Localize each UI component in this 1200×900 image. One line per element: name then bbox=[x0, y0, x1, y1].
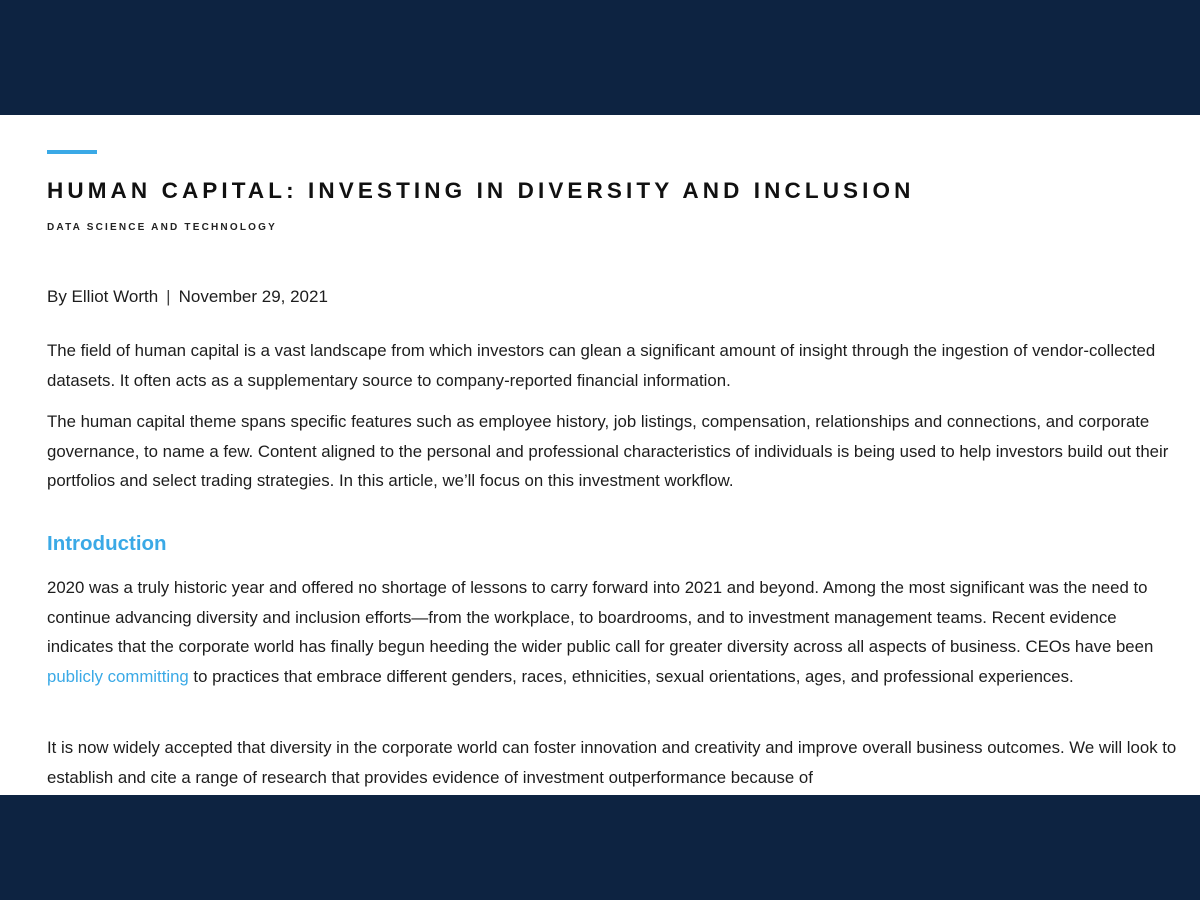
title-accent-bar bbox=[47, 150, 97, 154]
intro-paragraph-2: The human capital theme spans specific features such as employee history, job listings, compensation, relationships and connections, and corporate governance, to name a few. Content aligned to the personal and professional characteristics of individuals is being used to help investors build out their portfolios and select trading strategies. In this article, we’ll focus on this investment workflow. bbox=[47, 412, 1169, 491]
top-banner bbox=[0, 0, 1200, 115]
byline-author: By Elliot Worth bbox=[47, 287, 159, 306]
article-category: DATA SCIENCE AND TECHNOLOGY bbox=[47, 222, 277, 233]
section-heading-introduction: Introduction bbox=[47, 532, 167, 555]
bottom-banner bbox=[0, 795, 1200, 900]
introduction-text-before-link: 2020 was a truly historic year and offered no shortage of lessons to carry forward into 2021 and beyond. Among the most significant was the need to continue advancing diversity and inclusion efforts—from the workplace, to boardrooms, and to investment management teams. Recent evidence indicates that the corporate world has finally begun heeding the wider public call for greater diversity across all aspects of business. CEOs have been bbox=[47, 578, 1154, 657]
publicly-committing-link[interactable]: publicly committing bbox=[47, 666, 189, 686]
article-title: HUMAN CAPITAL: INVESTING IN DIVERSITY AND INCLUSION bbox=[47, 178, 915, 203]
byline-separator: | bbox=[166, 287, 171, 306]
byline bbox=[47, 286, 328, 308]
intro-paragraph-1: The field of human capital is a vast landscape from which investors can glean a significant amount of insight through the ingestion of vendor-collected datasets. It often acts as a supplementary source to company-reported financial information. bbox=[47, 341, 1156, 390]
byline-date: November 29, 2021 bbox=[178, 287, 328, 306]
introduction-paragraph-2: It is now widely accepted that diversity in the corporate world can foster innovation and creativity and improve overall business outcomes. We will look to establish and cite a range of research that provides evidence of investment outperformance because of bbox=[47, 738, 1177, 787]
introduction-paragraph-1 bbox=[47, 573, 1187, 691]
introduction-text-after-link: to practices that embrace different genders, races, ethnicities, sexual orientations, ages, and professional experiences. bbox=[188, 666, 1074, 686]
article-content bbox=[0, 115, 1200, 795]
